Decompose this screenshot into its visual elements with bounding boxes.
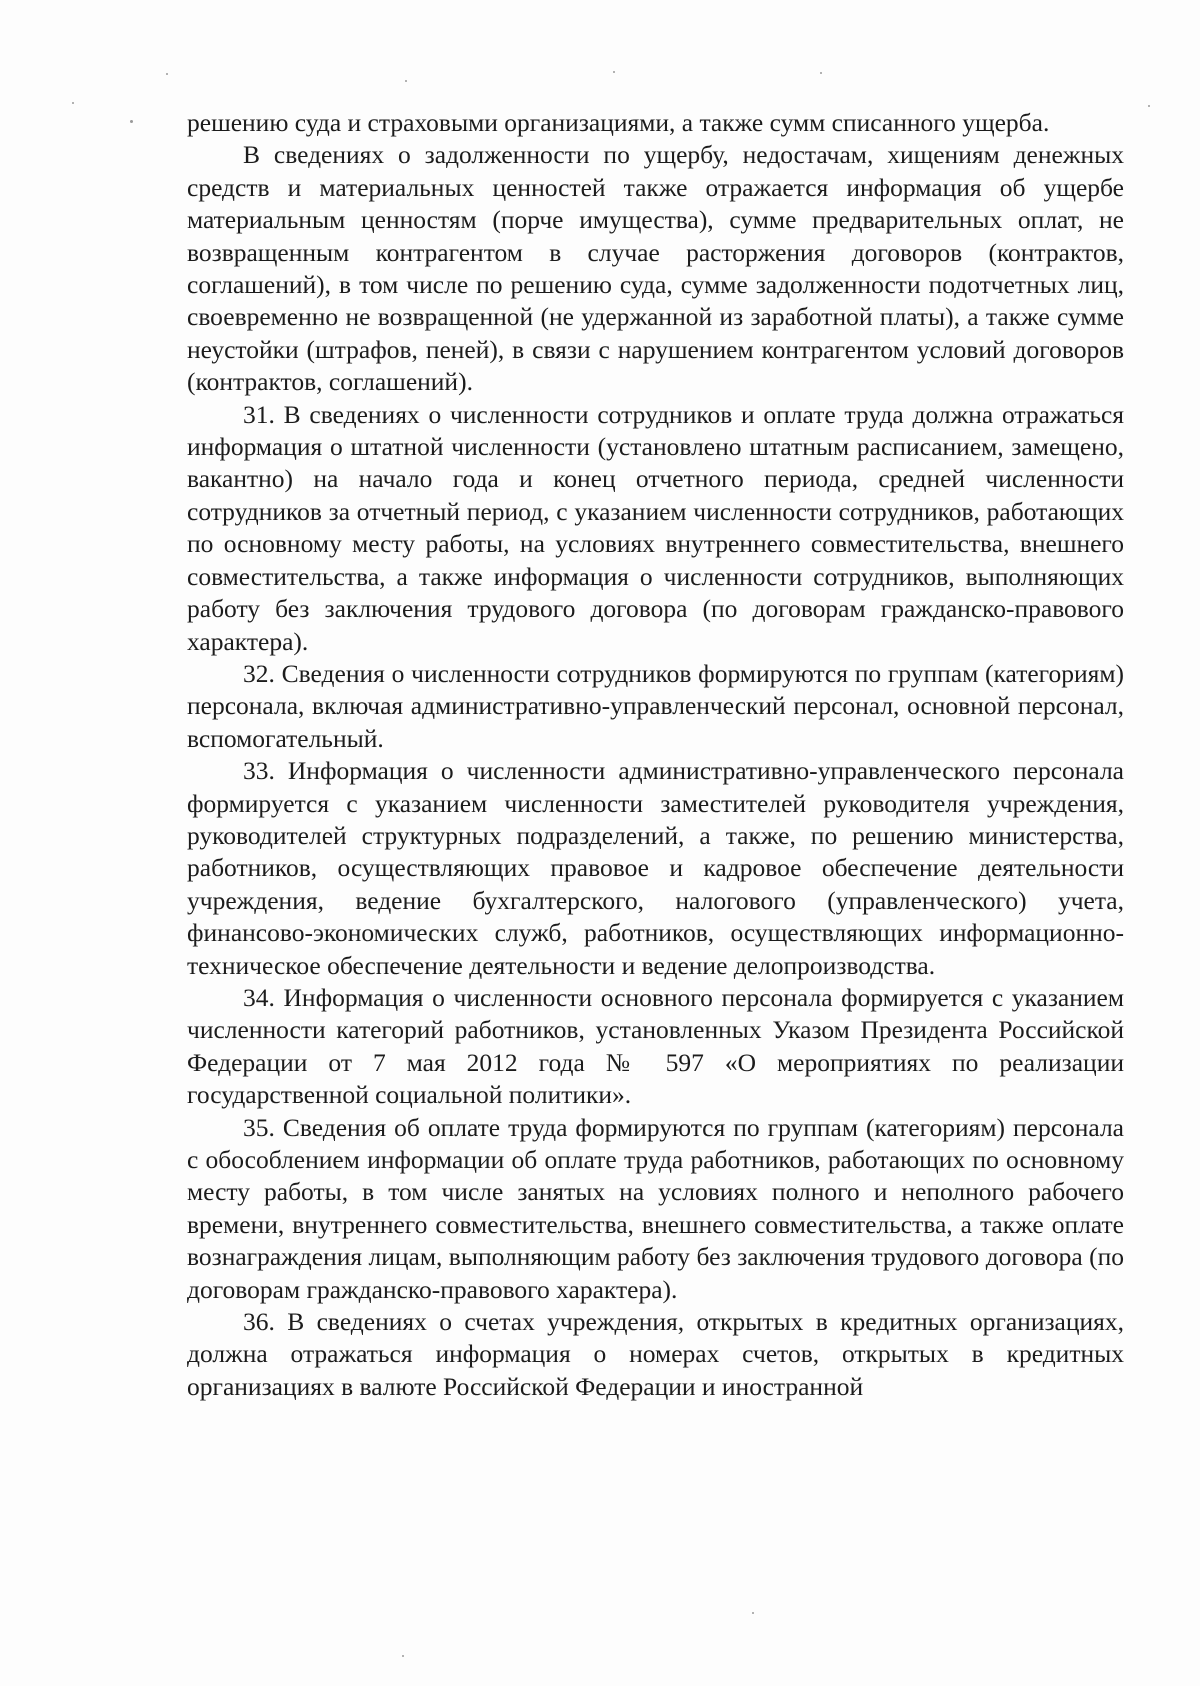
document-body bbox=[187, 107, 1124, 1403]
scan-speck bbox=[1148, 105, 1150, 107]
scan-speck bbox=[752, 1612, 754, 1614]
scan-speck bbox=[613, 71, 615, 73]
scan-speck bbox=[820, 72, 822, 74]
scan-speck bbox=[130, 120, 133, 123]
paragraph-continuation: решению суда и страховыми организациями, а также сумм списанного ущерба. bbox=[187, 108, 1050, 137]
scan-speck bbox=[72, 102, 74, 104]
scan-speck bbox=[402, 1655, 404, 1657]
paragraph-31: 31. В сведениях о численности сотрудников и оплате труда должна отражаться информация о штатной численности (установлено штатным расписанием, замещено, вакантно) на начало года и конец отчетного периода, средней численности сотрудников за отчетный период, с указанием численности сотрудников, работающих по основному месту работы, на условиях внутреннего совместительства, внешнего совместительства, а также информация о численности сотрудников, выполняющих работу без заключения трудового договора (по договорам гражданско-правового характера). bbox=[187, 399, 1124, 656]
paragraph-33: 33. Информация о численности административно-управленческого персонала формируется с указанием численности заместителей руководителя учреждения, руководителей структурных подразделений, а также, по решению министерства, работников, осуществляющих правовое и кадровое обеспечение деятельности учреждения, ведение бухгалтерского, налогового (управленческого) учета, финансово-экономических служб, работников, осуществляющих информационно-техническое обеспечение деятельности и ведение делопроизводства. bbox=[187, 756, 1124, 980]
paragraph-debt-info: В сведениях о задолженности по ущербу, недостачам, хищениям денежных средств и материальных ценностей также отражается информация об ущербе материальным ценностям (порче имущества), сумме предварительных оплат, не возвращенным контрагентом в случае расторжения договоров (контрактов, соглашений), в том числе по решению суда, сумме задолженности подотчетных лиц, своевременно не возвращенной (не удержанной из заработной платы), а также сумме неустойки (штрафов, пеней), в связи с нарушением контрагентом условий договоров (контрактов, соглашений). bbox=[187, 140, 1124, 397]
paragraph-36: 36. В сведениях о счетах учреждения, открытых в кредитных организациях, должна отражаться информация о номерах счетов, открытых в кредитных организациях в валюте Российской Федерации и иностранной bbox=[187, 1307, 1124, 1401]
paragraph-35: 35. Сведения об оплате труда формируются по группам (категориям) персонала с обособлением информации об оплате труда работников, работающих по основному месту работы, в том числе занятых на условиях полного и неполного рабочего времени, внутреннего совместительства, внешнего совместительства, а также оплате вознаграждения лицам, выполняющим работу без заключения трудового договора (по договорам гражданско-правового характера). bbox=[187, 1112, 1124, 1304]
scan-speck bbox=[166, 73, 168, 75]
paragraph-34: 34. Информация о численности основного персонала формируется с указанием численности категорий работников, установленных Указом Президента Российской Федерации от 7 мая 2012 года № 597 «О мероприятиях по реализации государственной социальной политики». bbox=[187, 982, 1124, 1110]
scan-speck bbox=[405, 80, 407, 82]
paragraph-32: 32. Сведения о численности сотрудников формируются по группам (категориям) персонала, включая административно-управленческий персонал, основной персонал, вспомогательный. bbox=[187, 658, 1124, 753]
